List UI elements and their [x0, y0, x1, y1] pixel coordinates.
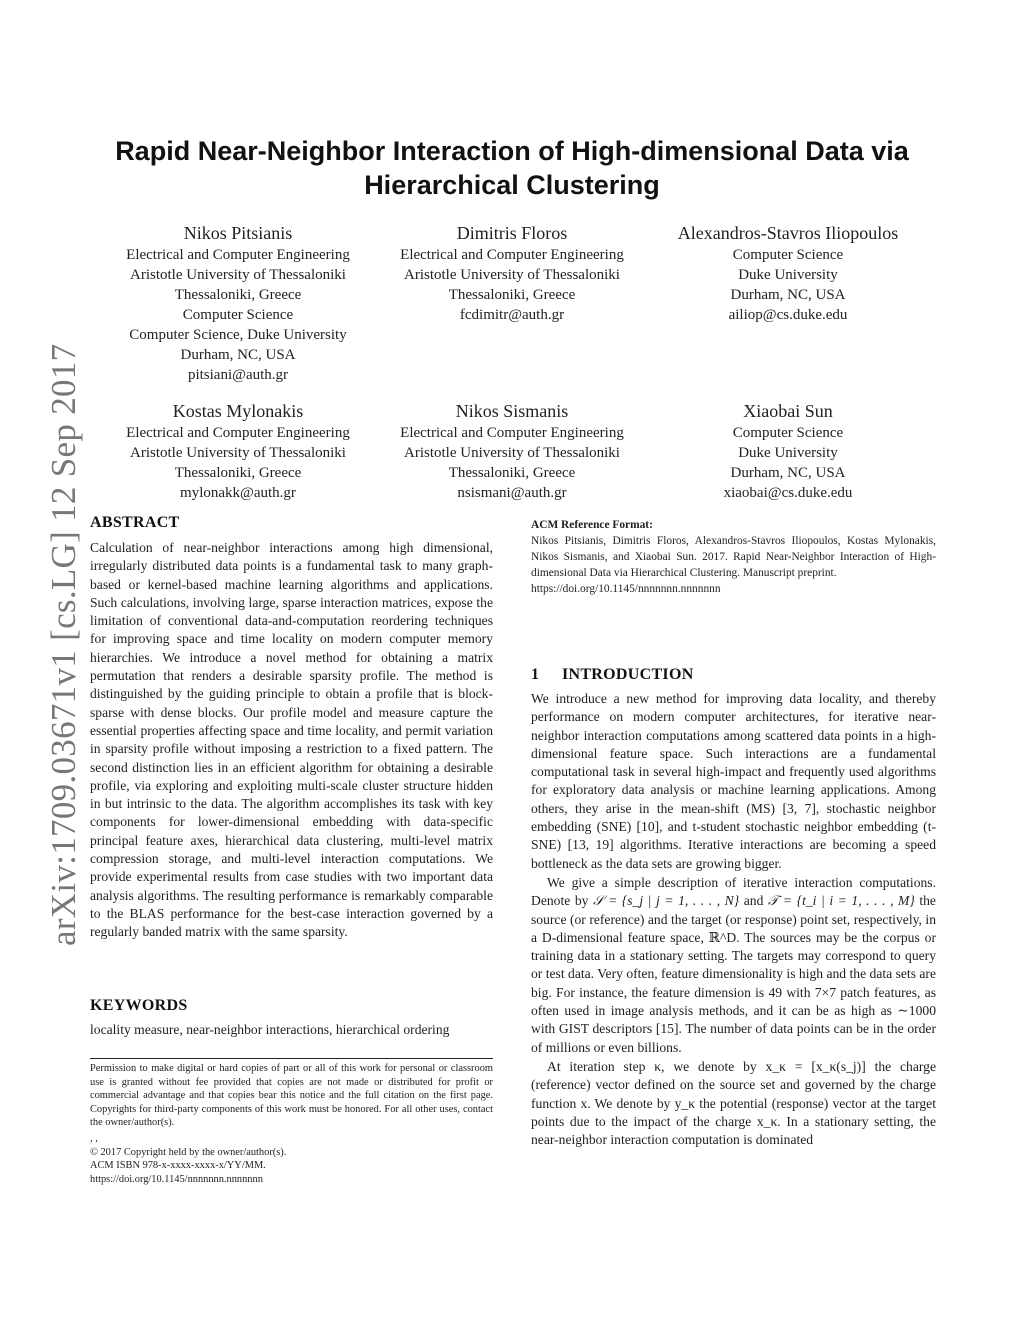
- author-name: Xiaobai Sun: [743, 401, 833, 421]
- intro-paragraph-1: We introduce a new method for improving data locality, and thereby performance on modern computer architectures, for iterative near-neighbor interaction computations among scattered data points in a high-dimensional feature space. Such interactions are a fundamental computational task in several high-impact and frequently used algorithms for exploratory data analysis or machine learning applications. Among others, they arise in the mean-shift (MS) [3, 7], stochastic neighbor embedding (SNE) [10], and t-student stochastic neighbor embedding (t-SNE) [13, 19] algorithms. Iterative interactions are becoming a speed bottleneck as the data sets are growing bigger.: [531, 691, 936, 871]
- intro-p2-rest: the source (or reference) and the target (or response) point set, respectively, in a D-dimensional feature space, ℝ^D. The sources may be the corpus or training data in a stationary setting. The targets may correspond to query or test data. Very often, feature dimensionality is high and the data sets are big. For instance, the feature dimension is 49 with 7×7 patch features, as often used in image analysis methods, and it can be as high as ∼1000 with GIST descriptors [15]. The number of data points can be in the order of millions or even billions.: [531, 893, 936, 1055]
- author-affiliation: Duke University: [738, 445, 838, 461]
- author-affiliation: Thessaloniki, Greece: [174, 465, 302, 481]
- footnote-doi: https://doi.org/10.1145/nnnnnnn.nnnnnnn: [90, 1173, 263, 1185]
- intro-paragraph-2: [531, 874, 936, 1057]
- author-name: Dimitris Floros: [456, 223, 568, 243]
- intro-p2-lead: We give a simple description of iterative interaction computations. Denote by: [531, 874, 936, 909]
- author-affiliation: Computer Science: [182, 307, 294, 323]
- author-affiliation: Durham, NC, USA: [730, 465, 846, 481]
- author-name: Kostas Mylonakis: [172, 401, 304, 421]
- author-name: Alexandros-Stavros Iliopoulos: [677, 223, 899, 243]
- arxiv-stamp: arXiv:1709.03671v1 [cs.LG] 12 Sep 2017: [44, 343, 83, 946]
- author-email: fcdimitr@auth.gr: [459, 307, 565, 323]
- abstract-body: [90, 539, 493, 942]
- author-email: mylonakk@auth.gr: [180, 485, 296, 501]
- intro-body: [531, 690, 936, 1149]
- abstract-heading: ABSTRACT: [90, 514, 180, 531]
- math-target-set: 𝒯 = {t_i | i = 1, . . . , M}: [767, 893, 915, 909]
- author-affiliation: Duke University: [738, 267, 838, 283]
- author-affiliation: Electrical and Computer Engineering: [400, 425, 624, 441]
- author-block-sun: [648, 400, 928, 503]
- acm-reference: [531, 517, 936, 597]
- author-email: nsismani@auth.gr: [457, 485, 567, 501]
- author-block-mylonakis: [98, 400, 378, 503]
- author-block-iliopoulos: [648, 222, 928, 325]
- author-email: ailiop@cs.duke.edu: [728, 307, 848, 323]
- author-affiliation: Aristotle University of Thessaloniki: [404, 445, 620, 461]
- author-affiliation: Aristotle University of Thessaloniki: [404, 267, 620, 283]
- author-affiliation: Electrical and Computer Engineering: [400, 247, 624, 263]
- intro-p2-and: and: [739, 893, 768, 909]
- author-email: pitsiani@auth.gr: [187, 367, 289, 383]
- author-affiliation: Aristotle University of Thessaloniki: [130, 267, 346, 283]
- footnote-block: [90, 1062, 493, 1186]
- keywords-heading: KEYWORDS: [90, 997, 188, 1014]
- paper-title: Rapid Near-Neighbor Interaction of High-dimensional Data via Hierarchical Clustering: [115, 136, 909, 200]
- intro-paragraph-3: At iteration step κ, we denote by x_κ = [x_κ(s_j)] the charge (reference) vector defined on the source set and governed by the charge function x. We denote by y_κ the potential (response) vector at the target points due to the impact of the charge x_κ. In a stationary setting, the near-neighbor interaction computation is dominated: [531, 1058, 936, 1148]
- author-affiliation: Computer Science, Duke University: [129, 327, 347, 343]
- author-name: Nikos Sismanis: [455, 401, 569, 421]
- author-block-floros: [372, 222, 652, 325]
- author-affiliation: Durham, NC, USA: [180, 347, 296, 363]
- isbn-line: ACM ISBN 978-x-xxxx-xxxx-x/YY/MM.: [90, 1160, 266, 1172]
- author-block-pitsianis: [98, 222, 378, 385]
- author-name: Nikos Pitsianis: [183, 223, 293, 243]
- math-source-set: 𝒮 = {s_j | j = 1, . . . , N}: [592, 893, 740, 909]
- footnote-rule: [90, 1058, 493, 1059]
- acm-reference-text: Nikos Pitsianis, Dimitris Floros, Alexandros-Stavros Iliopoulos, Kostas Mylonakis, Nikos Sismanis, and Xiaobai Sun. 2017. Rapid Near-Neighbor Interaction of High-dimensional Data via Hierarchical Clustering. Manuscript preprint.: [531, 535, 936, 579]
- author-affiliation: Electrical and Computer Engineering: [126, 425, 350, 441]
- author-affiliation: Computer Science: [732, 247, 844, 263]
- abstract-text: Calculation of near-neighbor interactions among high dimensional, irregularly distributed data points is a fundamental task to many graph-based or kernel-based machine learning algorithms and applications. Such calculations, involving large, sparse interaction matrices, expose the limitation of conventional data-and-computation reordering techniques for improving space and time locality on modern computer memory hierarchies. We introduce a novel method for obtaining a matrix permutation that renders a desirable sparsity profile. The method is distinguished by the guiding principle to obtain a profile that is block-sparse with dense blocks. Our profile model and measure capture the essential properties affecting space and time locality, and permit variation in sparsity profile without imposing a restriction to a fixed pattern. The second distinction lies in an efficient algorithm for obtaining a desirable profile, via exploring and exploiting multi-scale cluster structure hidden in but intrinsic to the data. The algorithm accomplishes its task with key components for lower-dimensional embedding with data-specific principal feature axes, hierarchical data clustering, multi-level matrix compression storage, and multi-level interaction computations. We provide experimental results from case studies with two important data analysis algorithms. The resulting performance is remarkably comparable to the BLAS performance for the best-case interaction governed by a regularly banded matrix with the same sparsity.: [90, 540, 493, 940]
- section-title: INTRODUCTION: [561, 666, 694, 683]
- author-affiliation: Aristotle University of Thessaloniki: [130, 445, 346, 461]
- author-affiliation: Thessaloniki, Greece: [448, 287, 576, 303]
- venue-line: , ,: [90, 1132, 98, 1144]
- keywords-text: locality measure, near-neighbor interactions, hierarchical ordering: [90, 1022, 450, 1037]
- author-affiliation: Durham, NC, USA: [730, 287, 846, 303]
- intro-heading: [531, 666, 694, 684]
- author-affiliation: Thessaloniki, Greece: [174, 287, 302, 303]
- author-block-sismanis: [372, 400, 652, 503]
- acm-reference-doi: https://doi.org/10.1145/nnnnnnn.nnnnnnn: [531, 583, 721, 595]
- author-email: xiaobai@cs.duke.edu: [723, 485, 853, 501]
- copyright-line: © 2017 Copyright held by the owner/author(s).: [90, 1146, 287, 1158]
- author-affiliation: Computer Science: [732, 425, 844, 441]
- permission-notice: Permission to make digital or hard copies of part or all of this work for personal or classroom use is granted without fee provided that copies are not made or distributed for profit or commercial advantage and that copies bear this notice and the full citation on the first page. Copyrights for third-party components of this work must be honored. For all other uses, contact the owner/author(s).: [90, 1063, 493, 1129]
- section-number: 1: [531, 666, 540, 683]
- author-affiliation: Electrical and Computer Engineering: [126, 247, 350, 263]
- author-affiliation: Thessaloniki, Greece: [448, 465, 576, 481]
- acm-reference-heading: ACM Reference Format:: [531, 519, 653, 531]
